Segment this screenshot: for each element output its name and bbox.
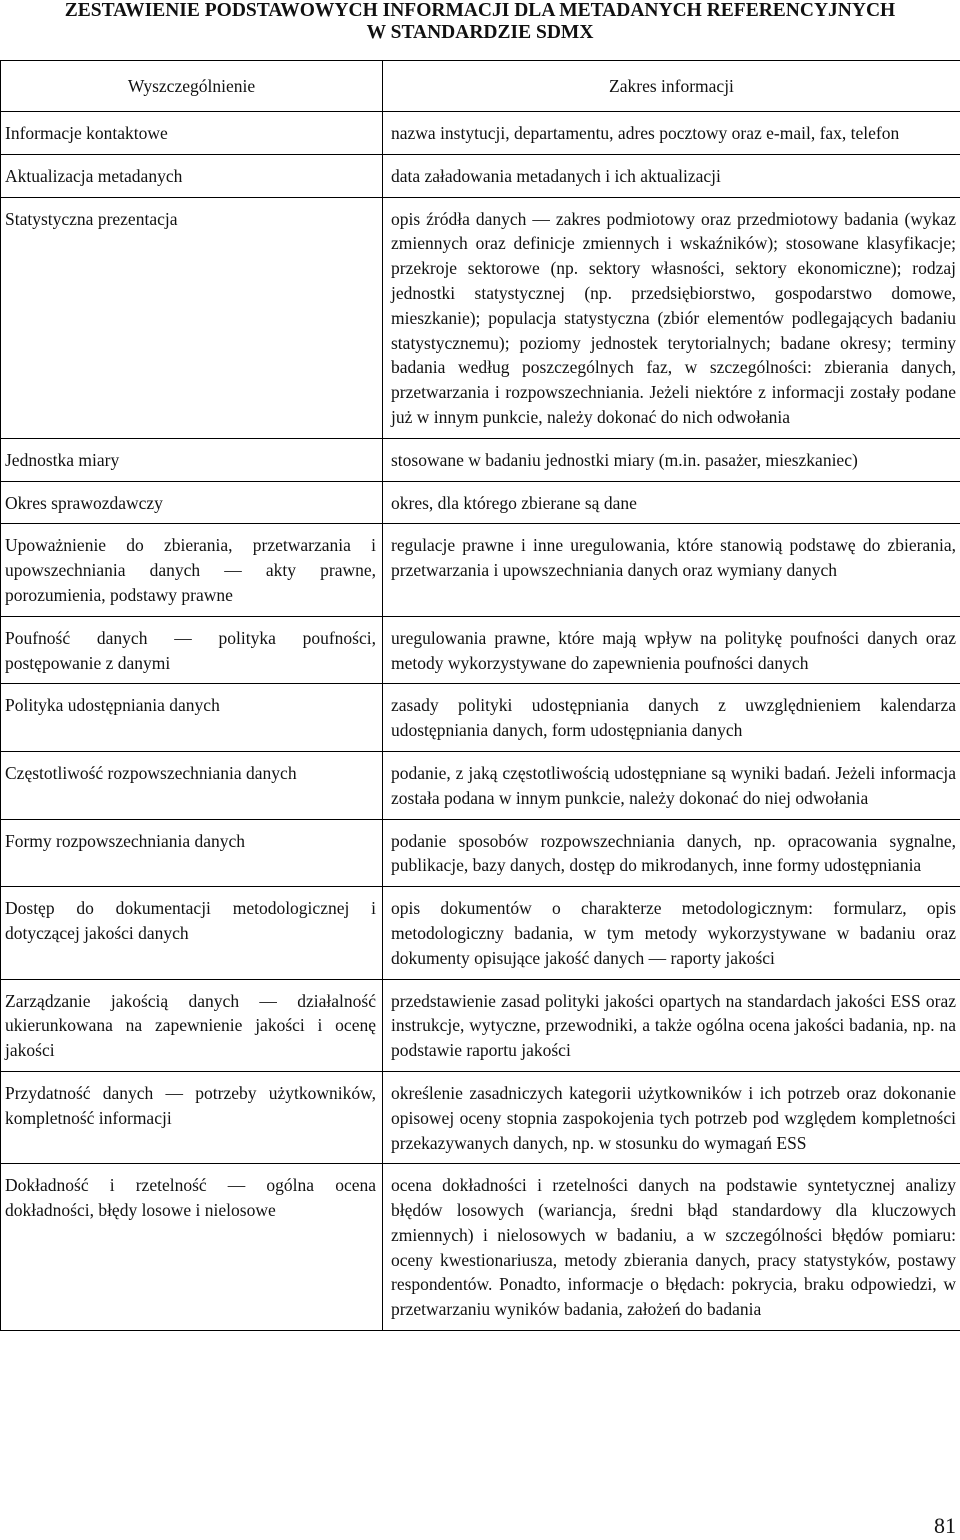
table-row	[1, 438, 960, 481]
item-cell: Zarządzanie jakością danych — działalność ukierunkowana na zapewnienie jakości i ocenę jakości	[1, 979, 383, 1071]
info-cell: ocena dokładności i rzetelności danych na podstawie syntetycznej analizy błędów losowych (wariancja, średni błąd standardowy dla kluczowych zmiennych) i nielosowych w badaniu, a w szczególności błędów pomiaru: oceny kwestionariusza, metody zbierania danych, pracy statystyków, postawy respondentów. Ponadto, informacje o błędach: pokrycia, braku odpowiedzi, w przetwarzaniu wyników badania, założeń do badania	[383, 1164, 960, 1331]
info-cell: zasady polityki udostępniania danych z uwzględnieniem kalendarza udostępniania danych, form udostępniania danych	[383, 684, 960, 752]
table-row	[1, 1164, 960, 1331]
item-cell: Okres sprawozdawczy	[1, 481, 383, 524]
item-cell: Poufność danych — polityka poufności, postępowanie z danymi	[1, 616, 383, 684]
item-cell: Przydatność danych — potrzeby użytkowników, kompletność informacji	[1, 1071, 383, 1163]
table-row	[1, 1071, 960, 1163]
item-cell: Dostęp do dokumentacji metodologicznej i dotyczącej jakości danych	[1, 887, 383, 979]
item-cell: Formy rozpowszechniania danych	[1, 819, 383, 887]
item-cell: Polityka udostępniania danych	[1, 684, 383, 752]
table-row	[1, 112, 960, 155]
page-number: 81	[934, 1513, 956, 1538]
column-header-item: Wyszczególnienie	[1, 61, 383, 112]
info-cell: regulacje prawne i inne uregulowania, które stanowią podstawę do zbierania, przetwarzania i upowszechniania danych oraz wymiany danych	[383, 524, 960, 616]
item-cell: Aktualizacja metadanych	[1, 154, 383, 197]
info-cell: uregulowania prawne, które mają wpływ na politykę poufności danych oraz metody wykorzystywane do zapewnienia poufności danych	[383, 616, 960, 684]
info-cell: nazwa instytucji, departamentu, adres pocztowy oraz e-mail, fax, telefon	[383, 112, 960, 155]
info-cell: data załadowania metadanych i ich aktualizacji	[383, 154, 960, 197]
info-cell: określenie zasadniczych kategorii użytkowników i ich potrzeb oraz dokonanie opisowej oceny stopnia zaspokojenia tych potrzeb pod względem kompletności przekazywanych danych, np. w stosunku do wymagań ESS	[383, 1071, 960, 1163]
document-title	[0, 0, 960, 44]
table-row	[1, 481, 960, 524]
info-cell: opis źródła danych — zakres podmiotowy oraz przedmiotowy badania (wykaz zmiennych oraz definicje zmiennych i wskaźników); stosowane klasyfikacje; przekroje sektorowe (np. sektory własności, sektory ekonomiczne); rodzaj jednostki statystycznej (np. przedsiębiorstwo, gospodarstwo domowe, mieszkanie); populacja statystyczna (zbiór elementów podlegających badaniu statystycznemu); poziomy jednostek terytorialnych; badane okresy; terminy badania według poszczególnych faz, w szczególności: zbierania danych, przetwarzania i rozpowszechniania. Jeżeli niektóre z informacji zostały podane już w innym punkcie, należy dokonać do nich odwołania	[383, 197, 960, 438]
info-cell: podanie sposobów rozpowszechniania danych, np. opracowania sygnalne, publikacje, bazy danych, dostęp do mikrodanych, inne formy udostępniania	[383, 819, 960, 887]
metadata-table	[0, 60, 960, 1331]
info-cell: przedstawienie zasad polityki jakości opartych na standardach jakości ESS oraz instrukcje, wytyczne, przewodniki, a także ogólna ocena jakości badania, np. na podstawie raportu jakości	[383, 979, 960, 1071]
document-title-line-2: W STANDARDZIE SDMX	[366, 22, 594, 43]
table-row	[1, 197, 960, 438]
table-row	[1, 616, 960, 684]
table-row	[1, 684, 960, 752]
document-title-line-1: ZESTAWIENIE PODSTAWOWYCH INFORMACJI DLA METADANYCH REFERENCYJNYCH	[64, 0, 896, 21]
table-header-row	[1, 61, 960, 112]
table-row	[1, 524, 960, 616]
table-row	[1, 751, 960, 819]
item-cell: Dokładność i rzetelność — ogólna ocena dokładności, błędy losowe i nielosowe	[1, 1164, 383, 1331]
table-row	[1, 154, 960, 197]
info-cell: opis dokumentów o charakterze metodologicznym: formularz, opis metodologiczny badania, w tym metody wykorzystywane w badaniu oraz dokumenty opisujące jakość danych — raporty jakości	[383, 887, 960, 979]
table-row	[1, 887, 960, 979]
info-cell: podanie, z jaką częstotliwością udostępniane są wyniki badań. Jeżeli informacja została podana w innym punkcie, należy dokonać do niej odwołania	[383, 751, 960, 819]
info-cell: stosowane w badaniu jednostki miary (m.in. pasażer, mieszkaniec)	[383, 438, 960, 481]
item-cell: Jednostka miary	[1, 438, 383, 481]
item-cell: Informacje kontaktowe	[1, 112, 383, 155]
column-header-info: Zakres informacji	[383, 61, 960, 112]
item-cell: Upoważnienie do zbierania, przetwarzania i upowszechniania danych — akty prawne, porozumienia, podstawy prawne	[1, 524, 383, 616]
table-row	[1, 979, 960, 1071]
info-cell: okres, dla którego zbierane są dane	[383, 481, 960, 524]
item-cell: Częstotliwość rozpowszechniania danych	[1, 751, 383, 819]
table-row	[1, 819, 960, 887]
item-cell: Statystyczna prezentacja	[1, 197, 383, 438]
